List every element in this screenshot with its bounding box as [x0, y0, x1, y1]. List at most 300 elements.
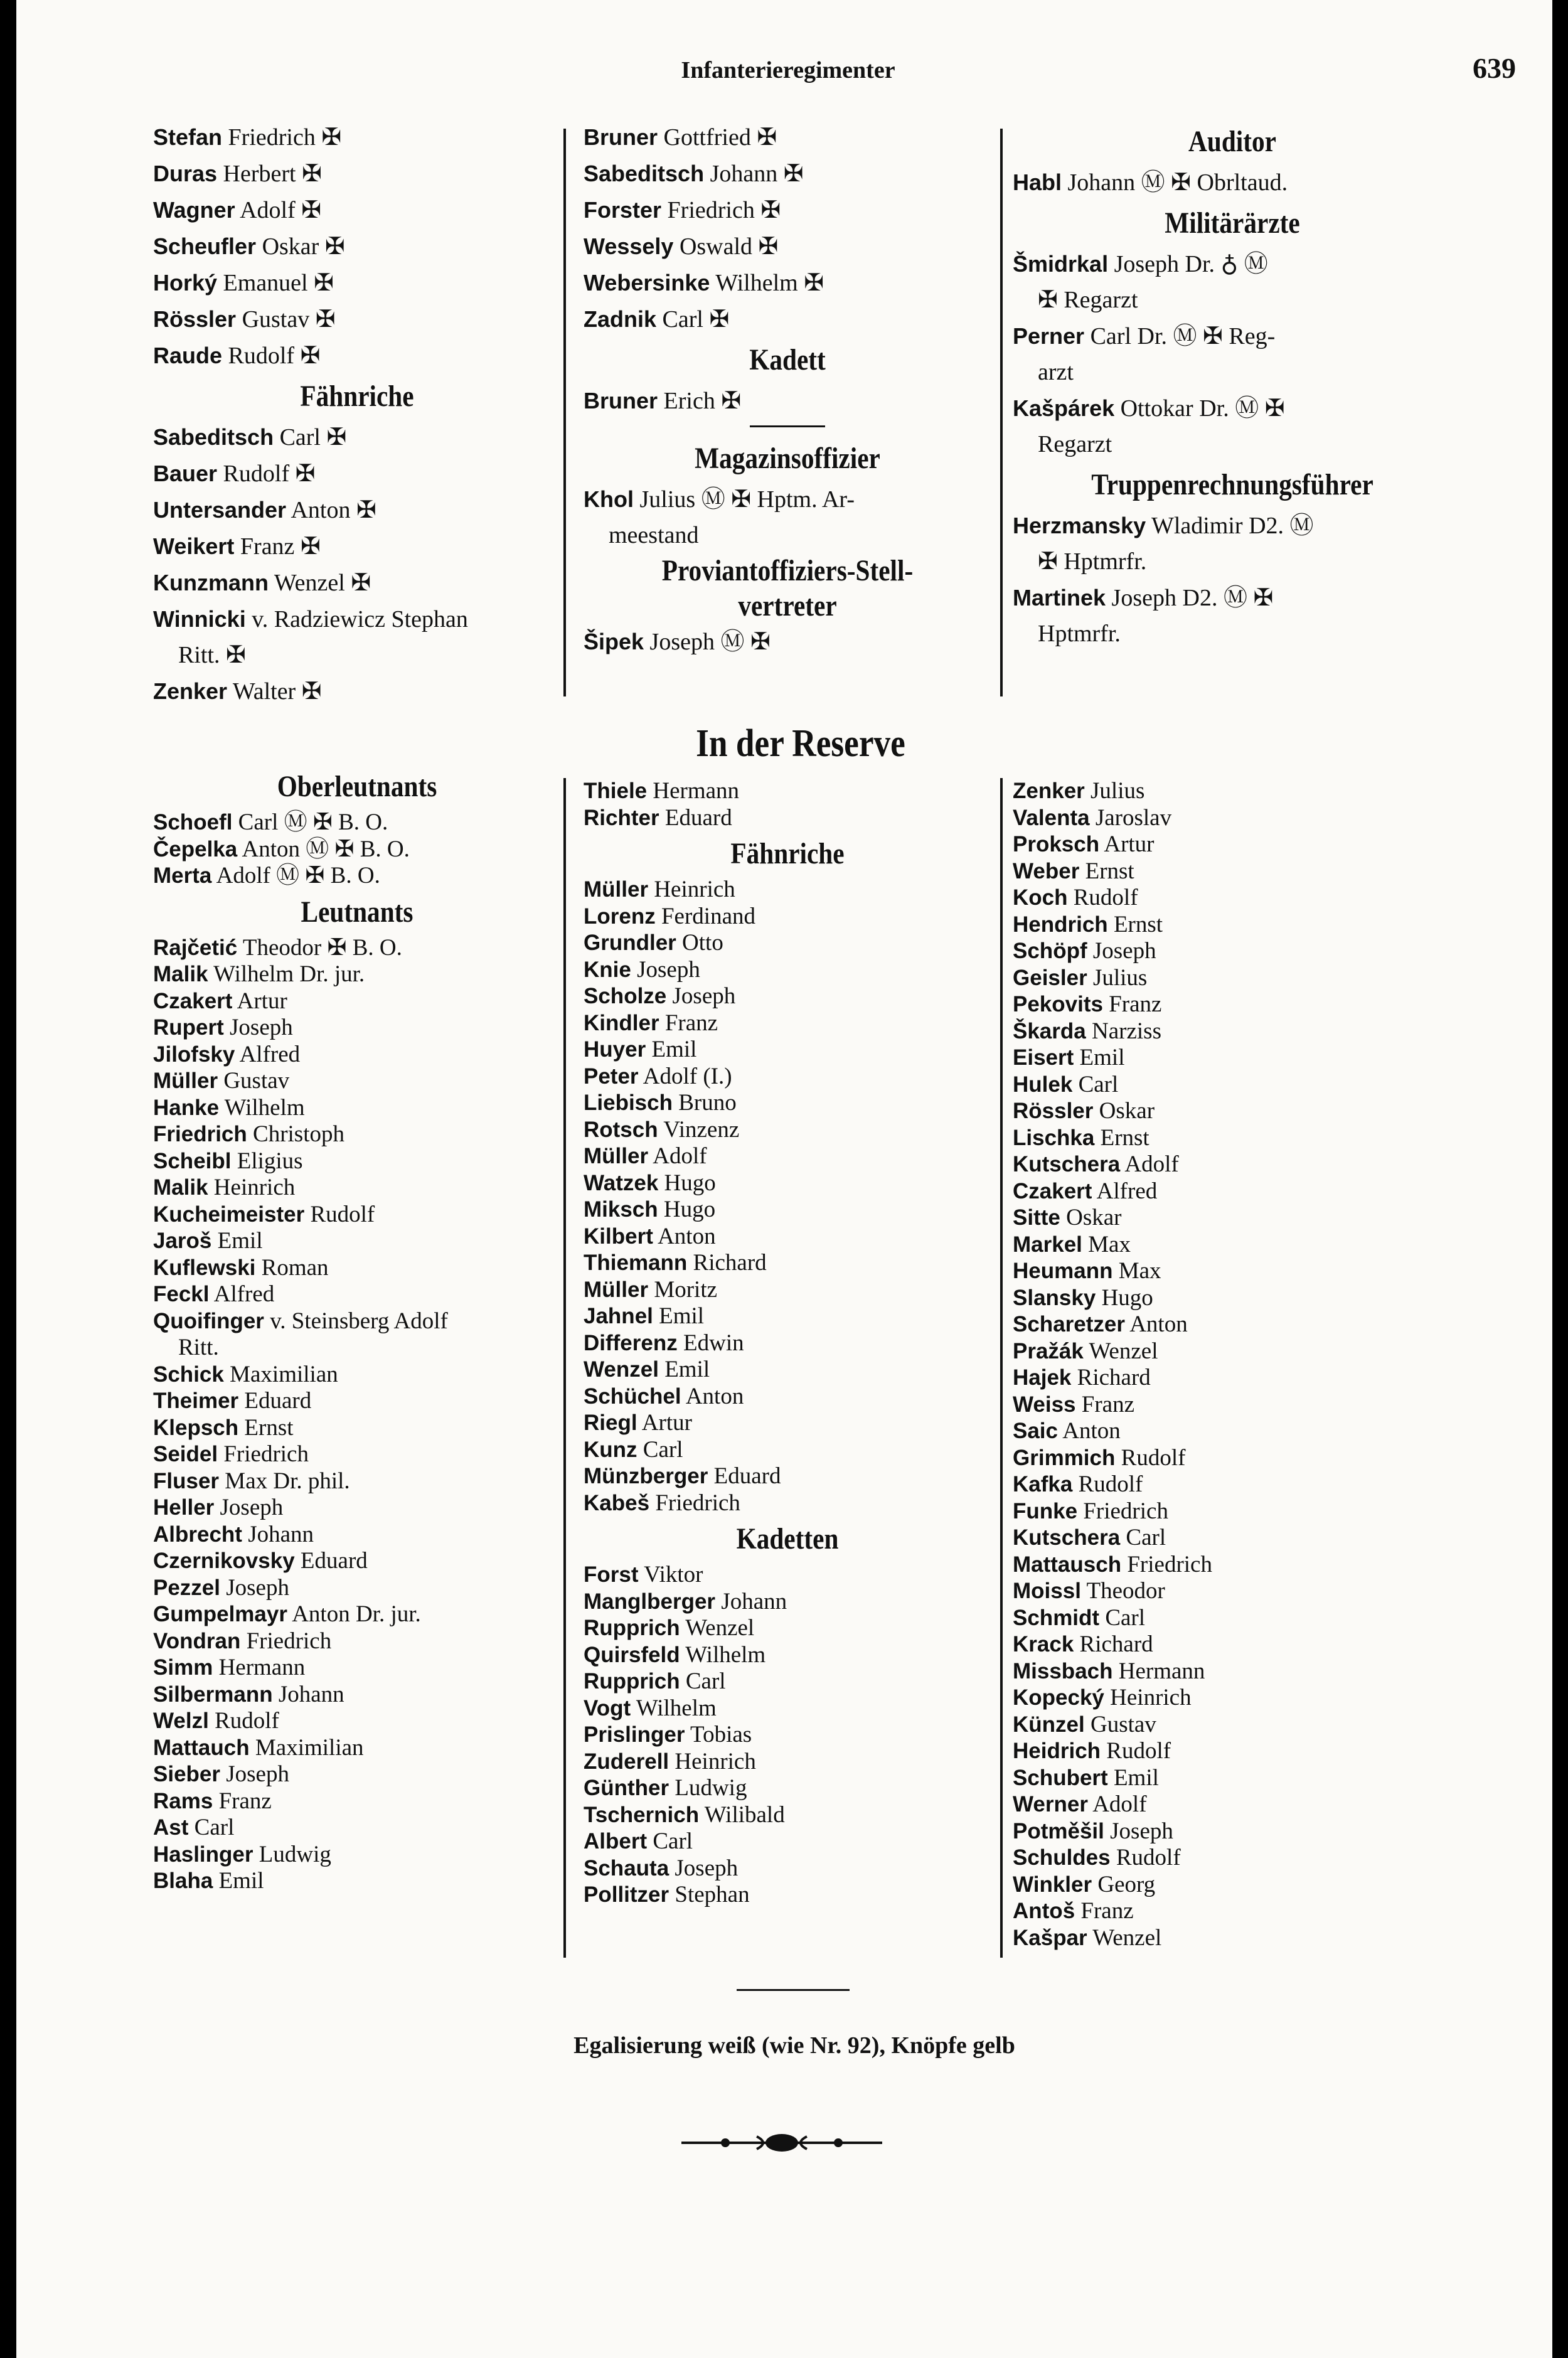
- given-name: Rudolf: [1116, 1845, 1181, 1870]
- given-name: v. Steinsberg Adolf: [270, 1308, 448, 1334]
- name-entry: [1013, 1498, 1421, 1525]
- surname: Hulek: [1013, 1072, 1073, 1097]
- surname: Silbermann: [153, 1682, 273, 1707]
- entry-annotation: ✠: [715, 388, 742, 414]
- surname: Pekovits: [1013, 992, 1103, 1016]
- entry-annotation: Dr. jur.: [294, 961, 365, 987]
- given-name: Christoph: [253, 1121, 344, 1147]
- name-entry: [1013, 1898, 1421, 1925]
- section-heading: Leutnants: [301, 895, 413, 929]
- surname: Mattausch: [1013, 1552, 1122, 1577]
- name-entry: [1013, 1925, 1421, 1952]
- name-entry: [153, 1548, 561, 1575]
- given-name: Wilhelm: [213, 961, 294, 987]
- surname: Schöpf: [1013, 939, 1087, 963]
- surname: Kašpar: [1013, 1925, 1087, 1950]
- entry-annotation: Ⓜ ✠ B. O.: [299, 836, 410, 862]
- given-name: Emil: [659, 1303, 705, 1329]
- name-entry: [1013, 991, 1421, 1018]
- given-name: Anton: [1062, 1418, 1121, 1444]
- given-name: Joseph: [226, 1574, 289, 1601]
- given-name: Carl: [194, 1815, 235, 1840]
- given-name: Vinzenz: [663, 1116, 740, 1143]
- surname: Moissl: [1013, 1579, 1081, 1603]
- name-entry: [1013, 1525, 1421, 1552]
- name-entry: [1013, 1018, 1421, 1045]
- given-name: Wenzel: [1089, 1338, 1158, 1364]
- name-entry: [1013, 1232, 1421, 1259]
- running-header: Infanterieregimenter: [681, 57, 895, 83]
- surname: Šmidrkal: [1013, 251, 1109, 277]
- surname: Hanke: [153, 1095, 220, 1120]
- surname: Künzel: [1013, 1712, 1085, 1737]
- surname: Hendrich: [1013, 912, 1108, 937]
- name-entry: [584, 1749, 991, 1776]
- page-number: 639: [1473, 52, 1516, 84]
- surname: Rajčetić: [153, 935, 238, 960]
- given-name: Franz: [218, 1788, 272, 1814]
- name-entry: [1013, 938, 1421, 965]
- name-entry: [1013, 580, 1452, 616]
- surname: Winkler: [1013, 1872, 1092, 1897]
- name-entry: [1013, 1658, 1421, 1685]
- name-entry: [584, 192, 991, 228]
- name-entry: [153, 192, 561, 228]
- surname: Bruner: [584, 388, 658, 413]
- given-name: v. Radziewicz Stephan: [252, 606, 468, 632]
- entry-annotation: ✠: [344, 570, 371, 596]
- given-name: Richard: [693, 1250, 767, 1276]
- name-entry: [153, 673, 561, 710]
- name-entry: [584, 1197, 991, 1224]
- surname: Czakert: [153, 988, 233, 1013]
- surname: Schmidt: [1013, 1605, 1100, 1630]
- given-name: Ferdinand: [661, 903, 756, 929]
- surname: Huyer: [584, 1037, 646, 1062]
- section-heading: Militärärzte: [1165, 206, 1300, 240]
- surname: Webersinke: [584, 270, 710, 296]
- surname: Richter: [584, 805, 659, 830]
- name-entry: [584, 624, 991, 660]
- surname: Heller: [153, 1495, 215, 1520]
- surname: Markel: [1013, 1232, 1082, 1257]
- given-name: Carl: [662, 306, 703, 333]
- name-entry: [1013, 1738, 1421, 1765]
- surname: Sabeditsch: [584, 161, 705, 186]
- name-entry: [584, 1882, 991, 1909]
- given-name: Max: [1118, 1258, 1161, 1284]
- given-name: Adolf: [240, 197, 296, 223]
- given-name: Joseph: [1092, 938, 1156, 964]
- name-entry: [1013, 1791, 1421, 1818]
- given-name: Artur: [1104, 831, 1155, 857]
- surname: Feckl: [153, 1282, 210, 1306]
- surname: Potměšil: [1013, 1818, 1104, 1843]
- surname: Scharetzer: [1013, 1312, 1125, 1336]
- given-name: Hugo: [1101, 1284, 1153, 1311]
- surname: Schubert: [1013, 1765, 1108, 1790]
- surname: Malik: [153, 962, 208, 986]
- entry-annotation: Ⓜ ✠ Obrltaud.: [1135, 169, 1288, 196]
- name-entry: [584, 481, 991, 518]
- surname: Zuderell: [584, 1749, 669, 1774]
- name-entry: [153, 528, 561, 565]
- name-entry: [1013, 1765, 1421, 1792]
- section-heading: Kadett: [749, 343, 826, 376]
- name-entry: [153, 301, 561, 338]
- name-entry: [153, 1575, 561, 1602]
- name-entry: [1013, 1578, 1421, 1605]
- name-entry: [1013, 1178, 1421, 1205]
- surname: Zenker: [153, 678, 228, 704]
- given-name: Friedrich: [1127, 1551, 1212, 1577]
- given-name: Oskar: [1066, 1205, 1122, 1230]
- name-entry: [1013, 831, 1421, 858]
- name-entry: [584, 1463, 991, 1490]
- name-entry: [1013, 1045, 1421, 1072]
- surname: Albert: [584, 1829, 648, 1854]
- column-rule-3: [563, 778, 566, 1958]
- given-name: Bruno: [678, 1090, 737, 1116]
- given-name: Carl: [279, 424, 321, 451]
- surname: Rupprich: [584, 1669, 680, 1694]
- given-name: Carl: [238, 809, 279, 835]
- given-name: Alfred: [1096, 1178, 1158, 1204]
- given-name: Joseph: [1110, 1818, 1173, 1844]
- entry-annotation: ✠: [315, 124, 342, 151]
- surname: Manglberger: [584, 1589, 716, 1614]
- entry-continuation: arzt: [1038, 359, 1074, 385]
- surname: Fluser: [153, 1468, 220, 1493]
- given-name: Joseph: [1111, 585, 1176, 611]
- surname: Differenz: [584, 1330, 678, 1355]
- given-name: Gustav: [223, 1068, 290, 1094]
- surname: Rössler: [153, 306, 237, 332]
- given-name: Emil: [1079, 1045, 1125, 1070]
- given-name: Joseph: [649, 629, 715, 655]
- given-name: Joseph: [672, 983, 736, 1009]
- given-name: Herbert: [223, 161, 296, 187]
- surname: Prislinger: [584, 1722, 685, 1747]
- given-name: Wladimir: [1151, 513, 1243, 539]
- name-entry: [584, 983, 991, 1010]
- surname: Kafka: [1013, 1472, 1073, 1496]
- name-entry: [153, 1682, 561, 1709]
- given-name: Friedrich: [223, 1441, 309, 1467]
- surname: Proksch: [1013, 832, 1100, 856]
- surname: Vogt: [584, 1695, 631, 1720]
- entry-annotation: Ⓜ ✠ Hptm. Ar-: [695, 486, 855, 513]
- entry-continuation: meestand: [609, 522, 699, 548]
- given-name: Georg: [1097, 1871, 1156, 1897]
- given-name: Gustav: [242, 306, 310, 333]
- scan-border-right: [1552, 0, 1568, 2358]
- section-heading: Fähnriche: [300, 380, 414, 413]
- given-name: Franz: [240, 533, 295, 560]
- surname: Blaha: [153, 1869, 213, 1893]
- entry-annotation: ✠: [294, 343, 321, 369]
- entry-annotation: Dr. jur.: [349, 1601, 421, 1627]
- ornament-divider-icon: [681, 2127, 882, 2158]
- given-name: Carl: [1090, 323, 1132, 349]
- given-name: Hugo: [664, 1170, 716, 1196]
- surname: Weiss: [1013, 1392, 1076, 1417]
- surname: Quirsfeld: [584, 1642, 680, 1667]
- entry-annotation: Dr. ♁ Ⓜ: [1179, 251, 1268, 277]
- name-entry: [1013, 1685, 1421, 1712]
- given-name: Maximilian: [255, 1734, 364, 1761]
- surname: Kuflewski: [153, 1255, 256, 1280]
- surname: Mattauch: [153, 1735, 250, 1760]
- given-name: Heinrich: [1110, 1685, 1192, 1710]
- surname: Rotsch: [584, 1117, 658, 1142]
- name-entry: [153, 961, 561, 988]
- surname: Habl: [1013, 169, 1062, 195]
- name-entry: [1013, 1631, 1421, 1658]
- surname: Jilofsky: [153, 1042, 235, 1067]
- surname: Lorenz: [584, 904, 656, 929]
- given-name: Rudolf: [228, 343, 295, 369]
- name-entry: [1013, 1818, 1421, 1845]
- entry-annotation: ✠: [295, 197, 322, 223]
- name-entry: [153, 1308, 561, 1335]
- surname: Peter: [584, 1064, 639, 1089]
- name-entry: [584, 1037, 991, 1064]
- given-name: Ernst: [1085, 858, 1134, 884]
- surname: Malik: [153, 1175, 208, 1200]
- name-entry: [153, 119, 561, 156]
- given-name: Gustav: [1090, 1711, 1156, 1737]
- name-entry: [153, 988, 561, 1015]
- given-name: Heinrich: [213, 1175, 296, 1200]
- surname: Saic: [1013, 1419, 1058, 1443]
- surname: Pezzel: [153, 1575, 220, 1600]
- given-name: Friedrich: [667, 197, 755, 223]
- surname: Simm: [153, 1655, 213, 1680]
- entry-continuation: Hptmrfr.: [1038, 621, 1121, 647]
- surname: Sitte: [1013, 1205, 1060, 1230]
- surname: Untersander: [153, 497, 287, 523]
- given-name: Alfred: [213, 1281, 275, 1307]
- name-entry: [153, 1655, 561, 1682]
- surname: Tschernich: [584, 1802, 700, 1827]
- name-entry: [153, 1522, 561, 1549]
- surname: Forst: [584, 1562, 639, 1587]
- surname: Kucheimeister: [153, 1202, 305, 1227]
- entry-annotation: ✠: [350, 497, 376, 523]
- name-entry: [1013, 1872, 1421, 1899]
- given-name: Emanuel: [223, 270, 308, 296]
- given-name: Johann: [248, 1521, 314, 1547]
- name-entry: [1013, 1605, 1421, 1632]
- surname: Weber: [1013, 858, 1080, 883]
- entry-annotation: ✠: [754, 197, 781, 223]
- given-name: Julius: [1092, 964, 1148, 991]
- surname: Seidel: [153, 1442, 218, 1466]
- surname: Wenzel: [584, 1357, 659, 1382]
- given-name: Heinrich: [675, 1748, 756, 1774]
- surname: Martinek: [1013, 585, 1106, 611]
- column-3-lower: [1013, 778, 1421, 1951]
- surname: Sieber: [153, 1762, 220, 1786]
- given-name: Jaroslav: [1095, 804, 1172, 831]
- name-entry: [1013, 1418, 1421, 1445]
- name-entry: [1013, 1098, 1421, 1125]
- name-entry: [584, 1117, 991, 1144]
- surname: Jaroš: [153, 1229, 212, 1253]
- given-name: Artur: [237, 988, 287, 1014]
- name-entry: [584, 1615, 991, 1642]
- surname: Theimer: [153, 1389, 239, 1413]
- section-heading: Oberleutnants: [277, 770, 437, 803]
- surname: Wagner: [153, 197, 235, 223]
- name-entry: [584, 1775, 991, 1802]
- given-name: Rudolf: [1078, 1471, 1143, 1497]
- entry-annotation: D2. Ⓜ: [1242, 513, 1314, 539]
- name-entry: [584, 156, 991, 192]
- name-entry: [584, 1090, 991, 1117]
- name-entry: [584, 805, 991, 832]
- given-name: Julius: [639, 486, 696, 513]
- given-name: Carl: [1105, 1604, 1146, 1631]
- name-entry: [584, 1277, 991, 1304]
- given-name: Anton: [242, 836, 300, 862]
- given-name: Emil: [664, 1357, 710, 1382]
- surname: Šipek: [584, 629, 644, 654]
- given-name: Julius: [1091, 778, 1145, 804]
- surname: Krack: [1013, 1632, 1074, 1656]
- name-entry: [153, 1415, 561, 1442]
- given-name: Joseph: [226, 1761, 289, 1787]
- given-name: Oswald: [679, 233, 753, 260]
- footer-rule: [737, 1989, 850, 1991]
- surname: Jahnel: [584, 1304, 653, 1328]
- surname: Škarda: [1013, 1018, 1086, 1043]
- surname: Müller: [584, 1144, 649, 1168]
- name-entry: [153, 228, 561, 265]
- entry-annotation: ✠: [750, 124, 777, 151]
- given-name: Hermann: [653, 778, 740, 804]
- given-name: Wilhelm: [224, 1094, 305, 1121]
- given-name: Johann: [278, 1681, 344, 1707]
- name-entry: [153, 1441, 561, 1468]
- given-name: Anton: [291, 497, 351, 523]
- given-name: Narziss: [1092, 1018, 1161, 1044]
- given-name: Anton: [685, 1383, 744, 1409]
- name-entry: [153, 1468, 561, 1495]
- name-entry: [1013, 1365, 1421, 1392]
- entry-annotation: ✠: [319, 233, 345, 260]
- surname: Horký: [153, 270, 218, 296]
- surname: Kunz: [584, 1437, 637, 1462]
- surname: Kabeš: [584, 1490, 650, 1515]
- surname: Riegl: [584, 1411, 637, 1435]
- given-name: Adolf: [216, 863, 270, 888]
- given-name: Ernst: [1113, 911, 1163, 937]
- name-entry: [1013, 1125, 1421, 1152]
- name-entry: [1013, 858, 1421, 885]
- name-entry: [1013, 1338, 1421, 1365]
- given-name: Rudolf: [1121, 1444, 1186, 1471]
- given-name: Hermann: [1118, 1658, 1205, 1684]
- surname: Rössler: [1013, 1099, 1094, 1123]
- given-name: Emil: [1113, 1764, 1159, 1791]
- given-name: Anton: [292, 1601, 350, 1627]
- name-entry: [1013, 164, 1452, 201]
- given-name: Emil: [217, 1228, 263, 1254]
- entry-continuation: ✠ Hptmrfr.: [1038, 548, 1147, 575]
- surname: Eisert: [1013, 1045, 1074, 1070]
- section-heading: Auditor: [1188, 125, 1276, 158]
- given-name: Roman: [261, 1254, 329, 1281]
- surname: Winnicki: [153, 606, 246, 632]
- surname: Wessely: [584, 233, 674, 259]
- name-entry: [1013, 390, 1452, 427]
- given-name: Joseph: [230, 1015, 293, 1040]
- column-1-upper: [153, 119, 561, 710]
- name-entry: [153, 1095, 561, 1122]
- given-name: Emil: [651, 1037, 697, 1062]
- given-name: Franz: [1080, 1898, 1134, 1924]
- surname: Schoefl: [153, 810, 233, 835]
- name-entry: [153, 156, 561, 192]
- name-entry: [584, 1668, 991, 1695]
- surname: Miksch: [584, 1197, 658, 1222]
- name-entry: [584, 119, 991, 156]
- entry-annotation: ✠: [752, 233, 779, 260]
- entry-annotation: Dr. phil.: [267, 1468, 350, 1494]
- given-name: Wilhelm: [636, 1695, 717, 1721]
- surname: Liebisch: [584, 1091, 673, 1115]
- name-entry: [584, 1250, 991, 1277]
- name-entry: [1013, 912, 1421, 939]
- surname: Pražák: [1013, 1338, 1084, 1363]
- surname: Schüchel: [584, 1384, 681, 1409]
- name-entry: [153, 1068, 561, 1095]
- given-name: Hugo: [663, 1197, 716, 1222]
- section-heading: Proviantoffiziers-Stell-: [661, 554, 914, 587]
- surname: Vondran: [153, 1628, 241, 1653]
- name-entry: [584, 930, 991, 957]
- section-heading: Kadetten: [736, 1522, 839, 1555]
- name-entry: [584, 1589, 991, 1616]
- entry-annotation: Ⓜ ✠ B. O.: [278, 809, 388, 835]
- section-heading: Magazinsoffizier: [695, 442, 880, 475]
- name-entry: [1013, 1445, 1421, 1472]
- entry-annotation: ✠ B. O.: [321, 934, 402, 961]
- surname: Zenker: [1013, 779, 1085, 803]
- scan-border-left: [0, 0, 16, 2358]
- given-name: Eduard: [713, 1463, 781, 1489]
- given-name: Joseph: [1114, 251, 1180, 277]
- given-name: Ottokar: [1120, 395, 1193, 422]
- given-name: Heinrich: [654, 877, 735, 902]
- given-name: Otto: [682, 930, 723, 956]
- surname: Herzmansky: [1013, 513, 1146, 538]
- name-entry: [584, 301, 991, 338]
- surname: Čepelka: [153, 836, 238, 862]
- surname: Bruner: [584, 124, 658, 150]
- name-entry: [153, 1735, 561, 1762]
- name-entry: [1013, 1205, 1421, 1232]
- surname: Pollitzer: [584, 1882, 669, 1907]
- surname: Thiele: [584, 779, 648, 803]
- name-entry: [584, 1330, 991, 1357]
- given-name: Joseph: [675, 1855, 739, 1881]
- surname: Raude: [153, 343, 223, 368]
- surname: Grundler: [584, 931, 676, 955]
- name-entry: [584, 1143, 991, 1170]
